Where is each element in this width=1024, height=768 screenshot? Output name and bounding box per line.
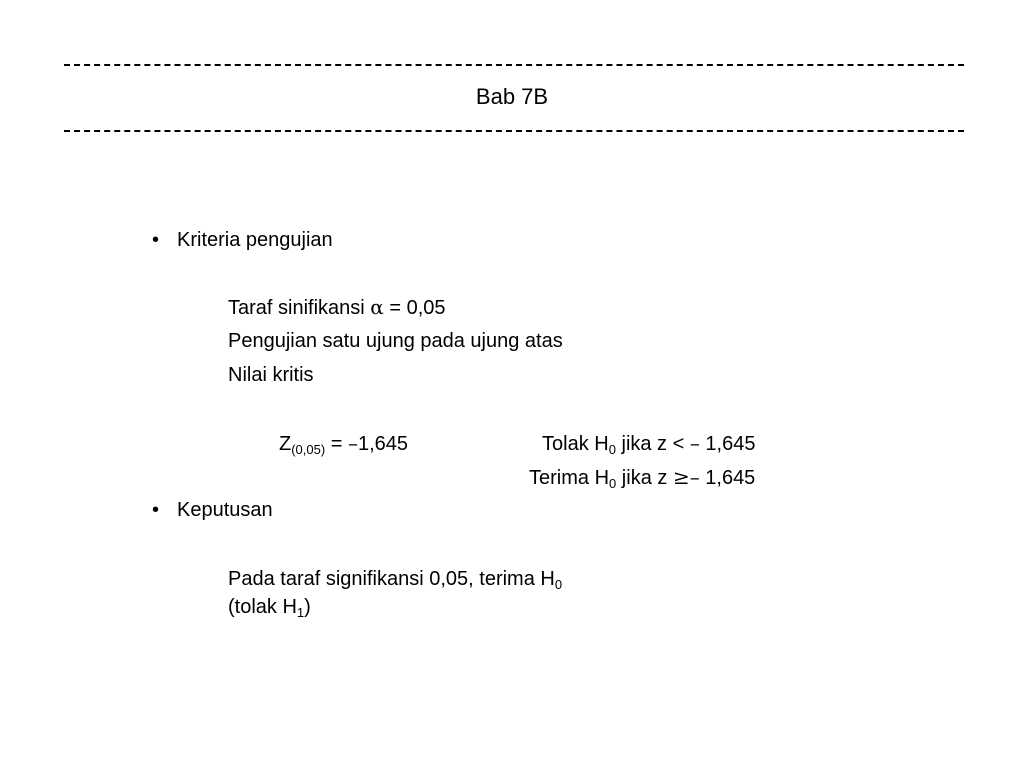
nilai-kritis-line: Nilai kritis: [228, 364, 314, 386]
terima-minus: –: [689, 465, 700, 489]
tolak-h1-subscript: 1: [296, 605, 305, 620]
top-dashed-divider: [64, 64, 964, 66]
tolak-h-subscript: 0: [608, 442, 616, 457]
z-number: 1,645: [357, 433, 409, 455]
tolak-rule: [542, 430, 755, 457]
taraf-line: [228, 294, 446, 321]
pengujian-line: Pengujian satu ujung pada ujung atas: [228, 330, 563, 352]
bullet-icon: •: [152, 229, 160, 251]
decision-text: Pada taraf signifikansi 0,05, terima H: [228, 568, 555, 590]
bullet-kriteria: [152, 227, 333, 253]
alpha-symbol: α: [370, 295, 384, 319]
bottom-dashed-divider: [64, 130, 964, 132]
decision-subscript: 0: [554, 577, 563, 592]
tolak-minus: –: [689, 431, 700, 455]
taraf-value: = 0,05: [383, 297, 446, 319]
kriteria-heading: Kriteria pengujian: [177, 229, 333, 251]
tolak-h1-label: (tolak H: [228, 596, 297, 618]
z-minus: –: [347, 431, 358, 455]
decision-line: [228, 566, 562, 592]
tolak-condition: jika z <: [615, 433, 690, 455]
z-critical-value: [279, 430, 408, 457]
terima-rule: [529, 464, 755, 491]
keputusan-heading: Keputusan: [177, 499, 273, 521]
slide-title: Bab 7B: [475, 84, 549, 109]
z-equals: =: [325, 433, 348, 455]
bullet-keputusan: [152, 497, 273, 523]
z-label: Z: [279, 433, 292, 455]
terima-number: 1,645: [699, 467, 756, 489]
tolak-h1-close: ): [304, 596, 311, 618]
geq-symbol: ≥: [672, 465, 690, 489]
tolak-number: 1,645: [699, 433, 756, 455]
terima-h-subscript: 0: [609, 476, 617, 491]
taraf-label: Taraf sinifikansi: [228, 297, 371, 319]
terima-h-label: Terima H: [529, 467, 610, 489]
bullet-icon: •: [152, 499, 160, 521]
tolak-h-label: Tolak H: [542, 433, 609, 455]
z-subscript: (0,05): [291, 442, 326, 457]
terima-condition: jika z: [616, 467, 673, 489]
tolak-h1-line: [228, 594, 311, 620]
